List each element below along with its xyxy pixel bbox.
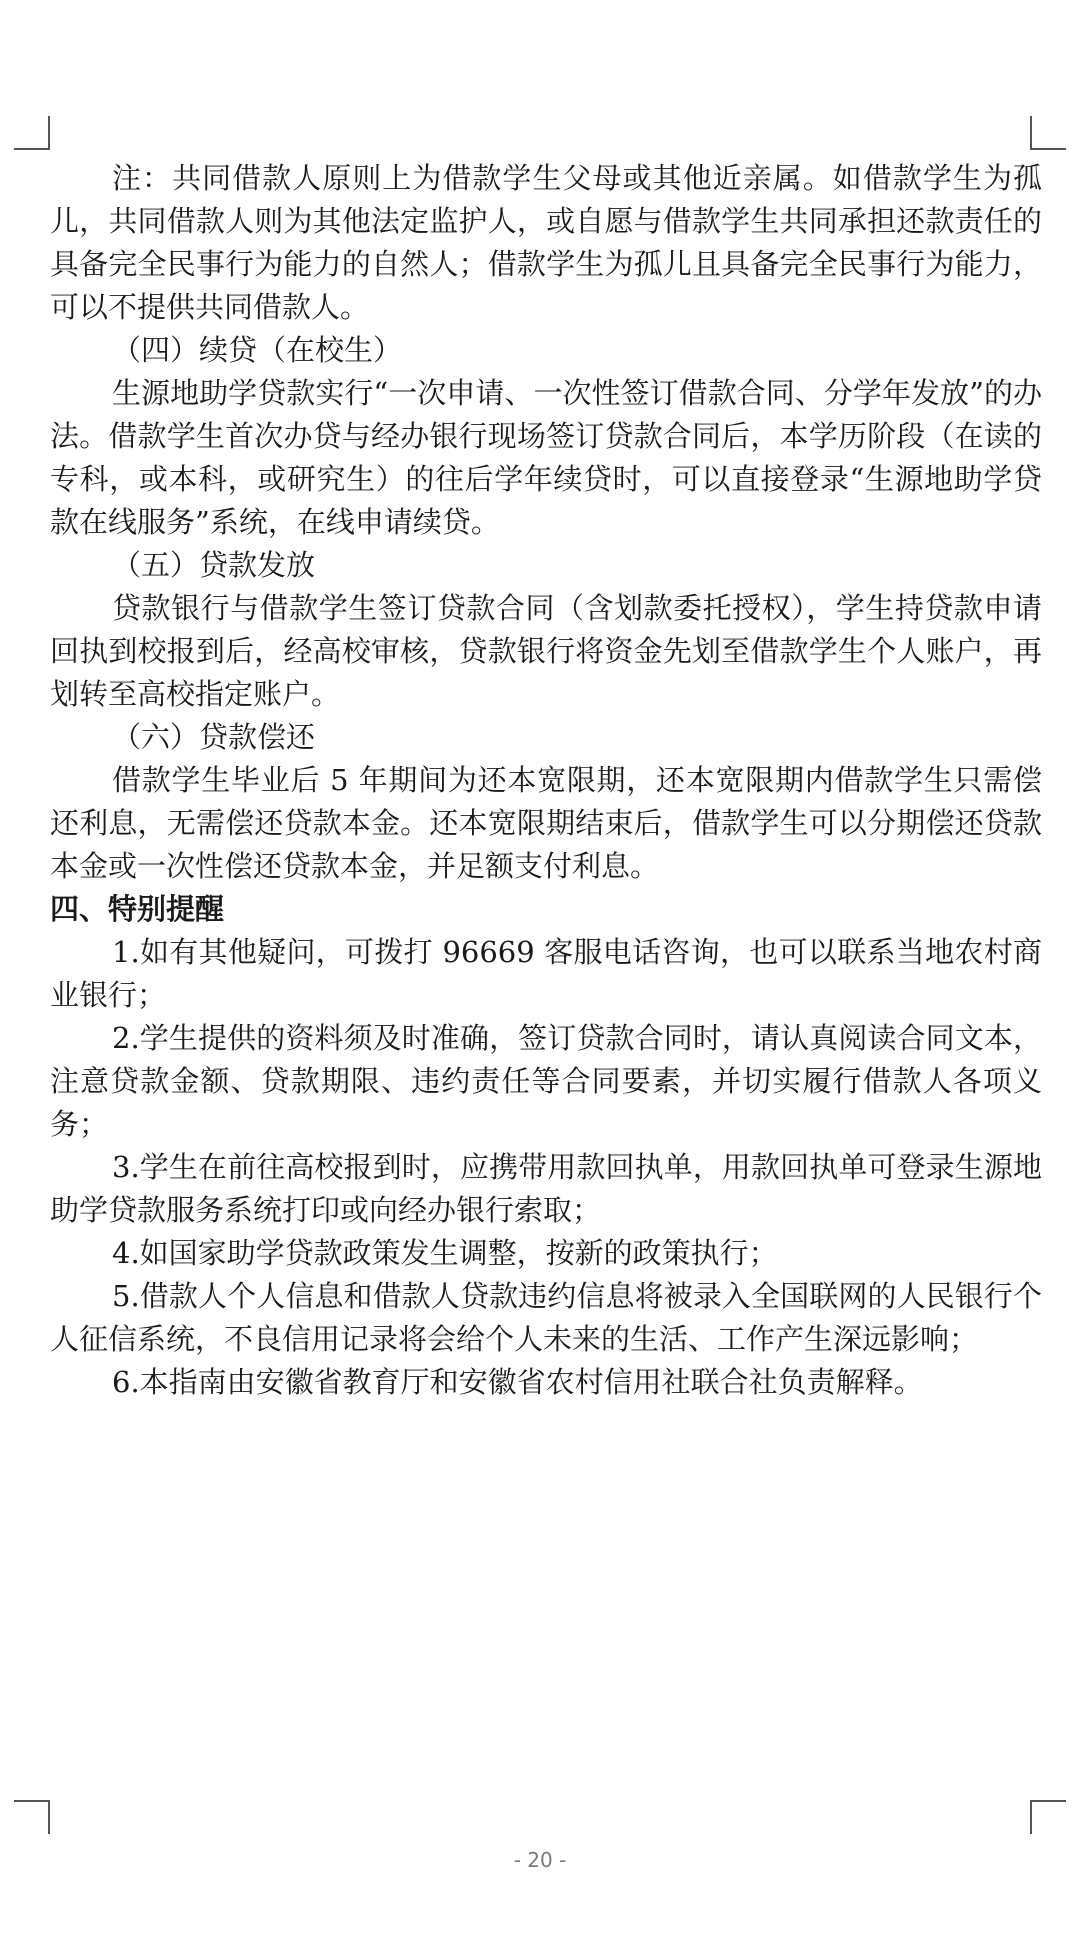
note-paragraph: 注：共同借款人原则上为借款学生父母或其他近亲属。如借款学生为孤儿，共同借款人则为其他法定监护人，或自愿与借款学生共同承担还款责任的具备完全民事行为能力的自然人；借款学生为孤儿且具备完全民事行为能力，可以不提供共同借款人。 bbox=[50, 161, 1042, 324]
crop-mark-top-left-v bbox=[48, 116, 50, 150]
crop-mark-top-left bbox=[14, 148, 48, 150]
section-heading-disbursement: （五）贷款发放 bbox=[112, 548, 316, 582]
page-number: - 20 - bbox=[513, 1848, 567, 1872]
reminder-item: 5.借款人个人信息和借款人贷款违约信息将被录入全国联网的人民银行个人征信系统，不良信用记录将会给个人未来的生活、工作产生深远影响； bbox=[50, 1279, 1042, 1356]
crop-mark-top-right-v bbox=[1030, 116, 1032, 150]
document-body bbox=[50, 157, 1042, 1404]
part-heading-special-reminders: 四、特别提醒 bbox=[50, 892, 225, 926]
section-heading-renewal: （四）续贷（在校生） bbox=[112, 333, 403, 367]
crop-mark-bottom-left-v bbox=[48, 1800, 50, 1834]
repayment-paragraph: 借款学生毕业后 5 年期间为还本宽限期，还本宽限期内借款学生只需偿还利息，无需偿还贷款本金。还本宽限期结束后，借款学生可以分期偿还贷款本金或一次性偿还贷款本金，并足额支付利息。 bbox=[50, 763, 1042, 883]
renewal-paragraph: 生源地助学贷款实行“一次申请、一次性签订借款合同、分学年发放”的办法。借款学生首次办贷与经办银行现场签订贷款合同后，本学历阶段（在读的专科，或本科，或研究生）的往后学年续贷时，可以直接登录“生源地助学贷款在线服务”系统，在线申请续贷。 bbox=[50, 376, 1042, 539]
section-heading-repayment: （六）贷款偿还 bbox=[112, 720, 316, 754]
reminder-item: 2.学生提供的资料须及时准确，签订贷款合同时，请认真阅读合同文本，注意贷款金额、贷款期限、违约责任等合同要素，并切实履行借款人各项义务； bbox=[50, 1021, 1042, 1141]
reminder-item: 3.学生在前往高校报到时，应携带用款回执单，用款回执单可登录生源地助学贷款服务系统打印或向经办银行索取； bbox=[50, 1150, 1042, 1227]
crop-mark-bottom-right-v bbox=[1030, 1800, 1032, 1834]
reminder-item: 1.如有其他疑问，可拨打 96669 客服电话咨询，也可以联系当地农村商业银行； bbox=[50, 935, 1042, 1012]
reminder-item: 4.如国家助学贷款政策发生调整，按新的政策执行； bbox=[112, 1236, 778, 1270]
crop-mark-bottom-right bbox=[1032, 1800, 1066, 1802]
crop-mark-bottom-left bbox=[14, 1800, 48, 1802]
reminder-item: 6.本指南由安徽省教育厅和安徽省农村信用社联合社负责解释。 bbox=[112, 1365, 923, 1399]
crop-mark-top-right bbox=[1032, 148, 1066, 150]
disbursement-paragraph: 贷款银行与借款学生签订贷款合同（含划款委托授权），学生持贷款申请回执到校报到后，经高校审核，贷款银行将资金先划至借款学生个人账户，再划转至高校指定账户。 bbox=[50, 591, 1042, 711]
